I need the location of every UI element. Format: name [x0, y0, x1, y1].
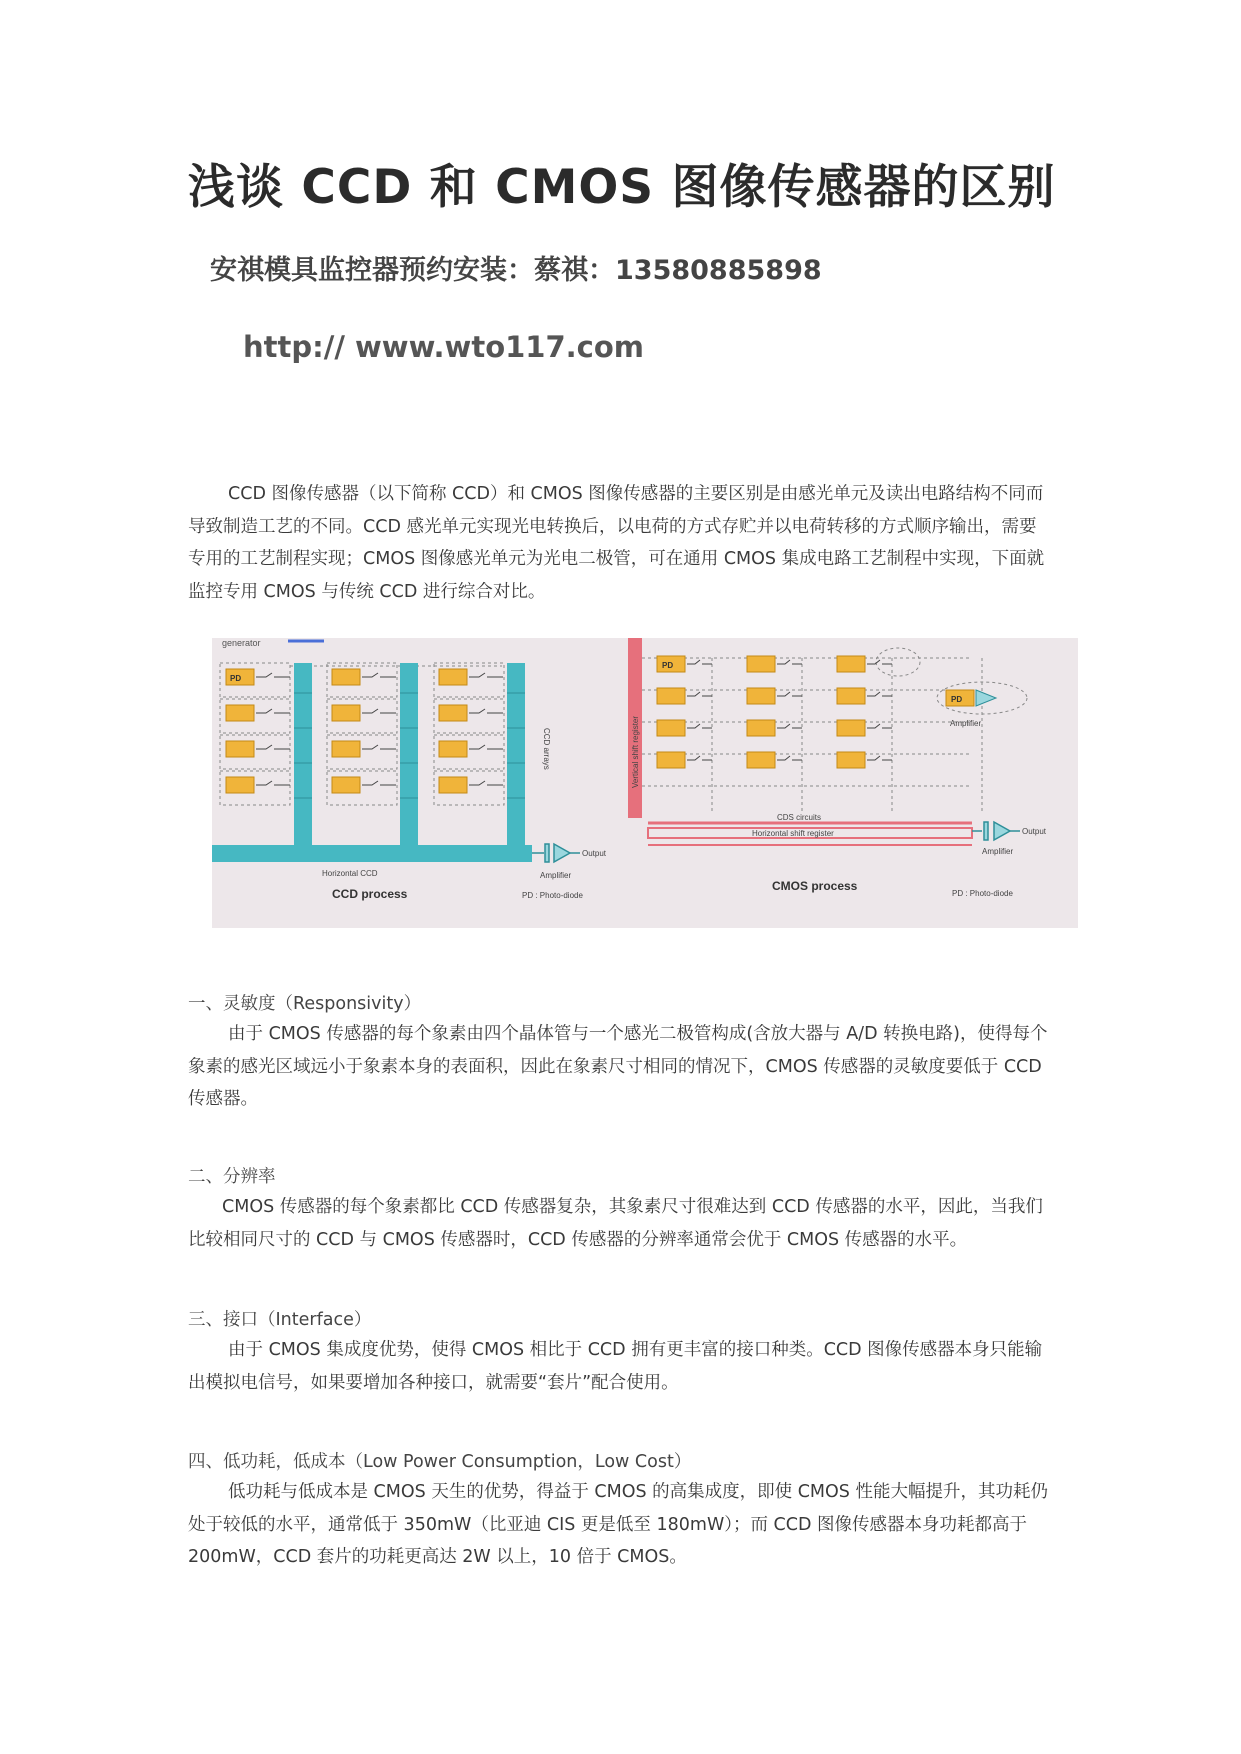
generator-label: generator — [222, 638, 261, 648]
ccd-process-label: CCD process — [332, 887, 408, 901]
intro-paragraph: CCD 图像传感器（以下简称 CCD）和 CMOS 图像传感器的主要区别是由感光单元及读出电路结构不同而导致制造工艺的不同。CCD 感光单元实现光电转换后，以电荷的方式存贮并以电荷转移的方式顺序输出，需要专用的工艺制程实现；CMOS 图像感光单元为光电二极管，可在通用 CMOS 集成电路工艺制程中实现，下面就监控专用 CMOS 与传统 CCD 进行综合对比。 — [188, 484, 1045, 602]
horizontal-ccd-label: Horizontal CCD — [322, 869, 378, 878]
section-3-heading: 三、接口（Interface） — [188, 1310, 372, 1330]
section-1-heading: 一、灵敏度（Responsivity） — [188, 994, 422, 1014]
contact-subtitle: 安祺模具监控器预约安装：蔡祺：13580885898 — [210, 255, 822, 286]
section-4-heading: 四、低功耗，低成本（Low Power Consumption，Low Cost） — [188, 1452, 692, 1472]
ccd-arrays-label: CCD arrays — [542, 728, 551, 770]
document-title: 浅谈 CCD 和 CMOS 图像传感器的区别 — [188, 160, 1056, 215]
cmos-process-label: CMOS process — [772, 879, 858, 893]
section-1-body: 由于 CMOS 传感器的每个象素由四个晶体管与一个感光二极管构成(含放大器与 A/D 转换电路)，使得每个象素的感光区域远小于象素本身的表面积，因此在象素尺寸相同的情况下，CMOS 传感器的灵敏度要低于 CCD 传感器。 — [188, 1024, 1048, 1109]
cmos-amplifier-label: Amplifier — [982, 847, 1014, 856]
pd-label: PD — [230, 674, 242, 683]
cds-label: CDS circuits — [777, 813, 822, 822]
cmos-pd-callout-label: PD — [951, 695, 963, 704]
vsr-label: Vertical shift register — [631, 715, 640, 788]
section-4-body: 低功耗与低成本是 CMOS 天生的优势，得益于 CMOS 的高集成度，即使 CMOS 性能大幅提升，其功耗仍处于较低的水平，通常低于 350mW（比亚迪 CIS 更是低至 180mW）；而 CCD 图像传感器本身功耗都高于 200mW，CCD 套片的功耗更高达 2W 以上，10 倍于 CMOS。 — [188, 1482, 1048, 1567]
ccd-cmos-diagram — [212, 638, 1078, 928]
cmos-output-label: Output — [1022, 827, 1047, 836]
hsr-label: Horizontal shift register — [752, 829, 834, 838]
amplifier-label: Amplifier — [540, 871, 572, 880]
ccd-process-panel — [212, 638, 622, 928]
section-3-body: 由于 CMOS 集成度优势，使得 CMOS 相比于 CCD 拥有更丰富的接口种类。CCD 图像传感器本身只能输出模拟电信号，如果要增加各种接口，就需要“套片”配合使用。 — [188, 1340, 1043, 1393]
cmos-pd-note-label: PD : Photo-diode — [952, 889, 1013, 898]
section-2-body: CMOS 传感器的每个象素都比 CCD 传感器复杂，其象素尺寸很难达到 CCD 传感器的水平，因此，当我们比较相同尺寸的 CCD 与 CMOS 传感器时，CCD 传感器的分辨率通常会优于 CMOS 传感器的水平。 — [188, 1197, 1043, 1250]
section-2-heading: 二、分辨率 — [188, 1167, 276, 1187]
cmos-pd-label: PD — [662, 661, 674, 670]
pd-note-label: PD : Photo-diode — [522, 891, 583, 900]
amplifier-top-label: Amplifier — [950, 719, 982, 728]
website-url[interactable]: http:// www.wto117.com — [243, 330, 645, 364]
cmos-process-panel — [622, 638, 1078, 928]
output-label: Output — [582, 849, 607, 858]
